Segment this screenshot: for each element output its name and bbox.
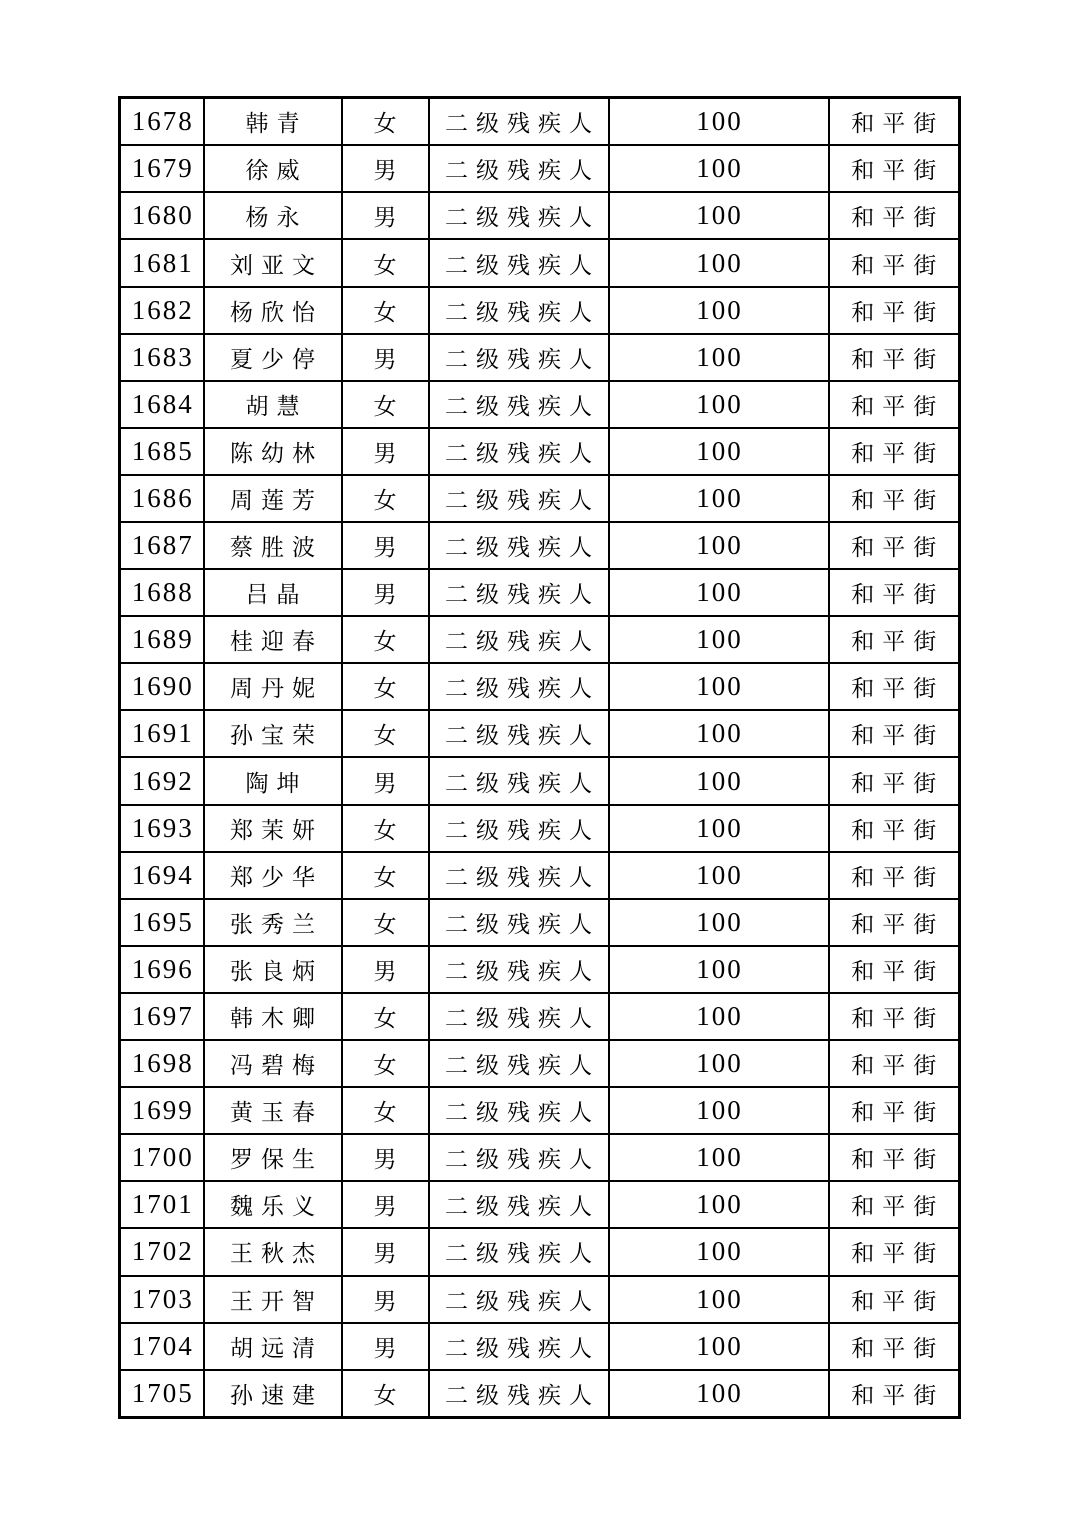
cell-serial-number: 1688 xyxy=(120,569,204,616)
cell-serial-number: 1679 xyxy=(120,145,204,192)
cell-amount: 100 xyxy=(609,381,829,428)
cell-gender: 女 xyxy=(342,1087,429,1134)
cell-disability-category: 二级残疾人 xyxy=(429,334,609,381)
cell-person-name: 刘亚文 xyxy=(204,239,342,286)
cell-street: 和平街 xyxy=(829,239,960,286)
table-row xyxy=(120,287,960,334)
table-row xyxy=(120,1181,960,1228)
table-row xyxy=(120,710,960,757)
cell-amount: 100 xyxy=(609,1040,829,1087)
cell-person-name: 桂迎春 xyxy=(204,616,342,663)
cell-street: 和平街 xyxy=(829,1040,960,1087)
cell-person-name: 周丹妮 xyxy=(204,663,342,710)
cell-gender: 女 xyxy=(342,98,429,146)
table-row xyxy=(120,1228,960,1275)
cell-amount: 100 xyxy=(609,710,829,757)
cell-disability-category: 二级残疾人 xyxy=(429,522,609,569)
cell-street: 和平街 xyxy=(829,993,960,1040)
cell-serial-number: 1703 xyxy=(120,1276,204,1323)
cell-street: 和平街 xyxy=(829,1276,960,1323)
cell-serial-number: 1705 xyxy=(120,1370,204,1418)
cell-serial-number: 1691 xyxy=(120,710,204,757)
table-row xyxy=(120,1323,960,1370)
cell-disability-category: 二级残疾人 xyxy=(429,616,609,663)
cell-amount: 100 xyxy=(609,899,829,946)
cell-street: 和平街 xyxy=(829,145,960,192)
cell-serial-number: 1704 xyxy=(120,1323,204,1370)
benefits-roster-table xyxy=(118,96,961,1419)
cell-gender: 男 xyxy=(342,192,429,239)
cell-serial-number: 1694 xyxy=(120,852,204,899)
cell-street: 和平街 xyxy=(829,757,960,804)
cell-person-name: 王开智 xyxy=(204,1276,342,1323)
cell-amount: 100 xyxy=(609,98,829,146)
cell-street: 和平街 xyxy=(829,1228,960,1275)
cell-gender: 男 xyxy=(342,1276,429,1323)
cell-gender: 女 xyxy=(342,710,429,757)
cell-gender: 男 xyxy=(342,1228,429,1275)
cell-person-name: 孙宝荣 xyxy=(204,710,342,757)
cell-disability-category: 二级残疾人 xyxy=(429,852,609,899)
cell-person-name: 韩青 xyxy=(204,98,342,146)
table-row xyxy=(120,192,960,239)
cell-person-name: 韩木卿 xyxy=(204,993,342,1040)
cell-gender: 男 xyxy=(342,334,429,381)
cell-gender: 女 xyxy=(342,993,429,1040)
cell-disability-category: 二级残疾人 xyxy=(429,428,609,475)
table-row xyxy=(120,381,960,428)
cell-gender: 女 xyxy=(342,616,429,663)
cell-gender: 女 xyxy=(342,287,429,334)
cell-gender: 女 xyxy=(342,1040,429,1087)
cell-street: 和平街 xyxy=(829,522,960,569)
cell-street: 和平街 xyxy=(829,805,960,852)
cell-person-name: 王秋杰 xyxy=(204,1228,342,1275)
cell-street: 和平街 xyxy=(829,899,960,946)
cell-person-name: 张秀兰 xyxy=(204,899,342,946)
cell-disability-category: 二级残疾人 xyxy=(429,98,609,146)
table-row xyxy=(120,899,960,946)
cell-amount: 100 xyxy=(609,1323,829,1370)
cell-serial-number: 1695 xyxy=(120,899,204,946)
cell-disability-category: 二级残疾人 xyxy=(429,710,609,757)
cell-person-name: 周莲芳 xyxy=(204,475,342,522)
cell-street: 和平街 xyxy=(829,663,960,710)
cell-disability-category: 二级残疾人 xyxy=(429,1040,609,1087)
cell-street: 和平街 xyxy=(829,287,960,334)
cell-gender: 女 xyxy=(342,239,429,286)
cell-amount: 100 xyxy=(609,852,829,899)
cell-serial-number: 1686 xyxy=(120,475,204,522)
cell-disability-category: 二级残疾人 xyxy=(429,381,609,428)
cell-serial-number: 1699 xyxy=(120,1087,204,1134)
cell-street: 和平街 xyxy=(829,1181,960,1228)
cell-gender: 女 xyxy=(342,663,429,710)
cell-serial-number: 1693 xyxy=(120,805,204,852)
cell-disability-category: 二级残疾人 xyxy=(429,1276,609,1323)
table-row xyxy=(120,1370,960,1418)
cell-person-name: 徐威 xyxy=(204,145,342,192)
cell-person-name: 杨永 xyxy=(204,192,342,239)
cell-disability-category: 二级残疾人 xyxy=(429,475,609,522)
cell-street: 和平街 xyxy=(829,98,960,146)
cell-serial-number: 1692 xyxy=(120,757,204,804)
cell-gender: 男 xyxy=(342,1134,429,1181)
cell-disability-category: 二级残疾人 xyxy=(429,1134,609,1181)
cell-person-name: 冯碧梅 xyxy=(204,1040,342,1087)
cell-amount: 100 xyxy=(609,616,829,663)
cell-person-name: 陈幼林 xyxy=(204,428,342,475)
cell-serial-number: 1687 xyxy=(120,522,204,569)
table-row xyxy=(120,1087,960,1134)
cell-serial-number: 1700 xyxy=(120,1134,204,1181)
cell-serial-number: 1681 xyxy=(120,239,204,286)
cell-street: 和平街 xyxy=(829,852,960,899)
cell-person-name: 陶坤 xyxy=(204,757,342,804)
cell-person-name: 胡远清 xyxy=(204,1323,342,1370)
cell-person-name: 吕晶 xyxy=(204,569,342,616)
table-row xyxy=(120,475,960,522)
cell-serial-number: 1682 xyxy=(120,287,204,334)
table-row xyxy=(120,946,960,993)
cell-street: 和平街 xyxy=(829,710,960,757)
cell-disability-category: 二级残疾人 xyxy=(429,192,609,239)
cell-amount: 100 xyxy=(609,946,829,993)
cell-street: 和平街 xyxy=(829,1370,960,1418)
cell-serial-number: 1678 xyxy=(120,98,204,146)
cell-gender: 男 xyxy=(342,1323,429,1370)
cell-disability-category: 二级残疾人 xyxy=(429,1370,609,1418)
cell-person-name: 孙速建 xyxy=(204,1370,342,1418)
table-row xyxy=(120,993,960,1040)
cell-serial-number: 1701 xyxy=(120,1181,204,1228)
cell-street: 和平街 xyxy=(829,1087,960,1134)
table-row xyxy=(120,145,960,192)
cell-person-name: 郑茉妍 xyxy=(204,805,342,852)
table-row xyxy=(120,1134,960,1181)
table-row xyxy=(120,239,960,286)
cell-disability-category: 二级残疾人 xyxy=(429,899,609,946)
cell-serial-number: 1702 xyxy=(120,1228,204,1275)
cell-disability-category: 二级残疾人 xyxy=(429,993,609,1040)
cell-street: 和平街 xyxy=(829,475,960,522)
table-row xyxy=(120,616,960,663)
table-row xyxy=(120,805,960,852)
table-row xyxy=(120,663,960,710)
cell-amount: 100 xyxy=(609,569,829,616)
cell-serial-number: 1680 xyxy=(120,192,204,239)
cell-amount: 100 xyxy=(609,1181,829,1228)
cell-amount: 100 xyxy=(609,334,829,381)
cell-gender: 男 xyxy=(342,757,429,804)
cell-person-name: 胡慧 xyxy=(204,381,342,428)
cell-disability-category: 二级残疾人 xyxy=(429,946,609,993)
cell-disability-category: 二级残疾人 xyxy=(429,569,609,616)
cell-serial-number: 1689 xyxy=(120,616,204,663)
table-row xyxy=(120,1040,960,1087)
cell-amount: 100 xyxy=(609,239,829,286)
cell-amount: 100 xyxy=(609,145,829,192)
cell-serial-number: 1684 xyxy=(120,381,204,428)
cell-disability-category: 二级残疾人 xyxy=(429,663,609,710)
cell-person-name: 黄玉春 xyxy=(204,1087,342,1134)
cell-amount: 100 xyxy=(609,1087,829,1134)
cell-serial-number: 1683 xyxy=(120,334,204,381)
cell-serial-number: 1690 xyxy=(120,663,204,710)
cell-gender: 女 xyxy=(342,852,429,899)
cell-gender: 男 xyxy=(342,569,429,616)
cell-amount: 100 xyxy=(609,192,829,239)
cell-amount: 100 xyxy=(609,757,829,804)
cell-amount: 100 xyxy=(609,1276,829,1323)
cell-disability-category: 二级残疾人 xyxy=(429,287,609,334)
cell-amount: 100 xyxy=(609,993,829,1040)
cell-person-name: 郑少华 xyxy=(204,852,342,899)
cell-person-name: 夏少停 xyxy=(204,334,342,381)
cell-street: 和平街 xyxy=(829,334,960,381)
cell-amount: 100 xyxy=(609,1228,829,1275)
cell-street: 和平街 xyxy=(829,381,960,428)
table-row xyxy=(120,852,960,899)
cell-disability-category: 二级残疾人 xyxy=(429,1323,609,1370)
cell-disability-category: 二级残疾人 xyxy=(429,145,609,192)
cell-amount: 100 xyxy=(609,428,829,475)
cell-person-name: 蔡胜波 xyxy=(204,522,342,569)
cell-gender: 男 xyxy=(342,1181,429,1228)
cell-person-name: 张良炳 xyxy=(204,946,342,993)
cell-gender: 女 xyxy=(342,899,429,946)
cell-serial-number: 1697 xyxy=(120,993,204,1040)
cell-serial-number: 1696 xyxy=(120,946,204,993)
cell-gender: 男 xyxy=(342,428,429,475)
cell-amount: 100 xyxy=(609,1134,829,1181)
table-row xyxy=(120,522,960,569)
cell-disability-category: 二级残疾人 xyxy=(429,805,609,852)
cell-street: 和平街 xyxy=(829,1323,960,1370)
cell-gender: 女 xyxy=(342,805,429,852)
cell-disability-category: 二级残疾人 xyxy=(429,239,609,286)
table-row xyxy=(120,1276,960,1323)
cell-street: 和平街 xyxy=(829,192,960,239)
cell-disability-category: 二级残疾人 xyxy=(429,1087,609,1134)
cell-street: 和平街 xyxy=(829,1134,960,1181)
cell-person-name: 罗保生 xyxy=(204,1134,342,1181)
cell-amount: 100 xyxy=(609,475,829,522)
cell-serial-number: 1685 xyxy=(120,428,204,475)
cell-gender: 男 xyxy=(342,145,429,192)
cell-gender: 女 xyxy=(342,475,429,522)
cell-gender: 女 xyxy=(342,381,429,428)
cell-disability-category: 二级残疾人 xyxy=(429,757,609,804)
table-row xyxy=(120,98,960,146)
table-row xyxy=(120,334,960,381)
cell-amount: 100 xyxy=(609,522,829,569)
cell-street: 和平街 xyxy=(829,569,960,616)
table-row xyxy=(120,428,960,475)
cell-person-name: 杨欣怡 xyxy=(204,287,342,334)
cell-gender: 女 xyxy=(342,1370,429,1418)
cell-amount: 100 xyxy=(609,1370,829,1418)
table-row xyxy=(120,757,960,804)
table-body xyxy=(120,98,960,1418)
cell-amount: 100 xyxy=(609,805,829,852)
cell-disability-category: 二级残疾人 xyxy=(429,1181,609,1228)
cell-person-name: 魏乐义 xyxy=(204,1181,342,1228)
cell-gender: 男 xyxy=(342,522,429,569)
cell-gender: 男 xyxy=(342,946,429,993)
cell-serial-number: 1698 xyxy=(120,1040,204,1087)
cell-street: 和平街 xyxy=(829,616,960,663)
cell-street: 和平街 xyxy=(829,428,960,475)
table-row xyxy=(120,569,960,616)
cell-amount: 100 xyxy=(609,663,829,710)
cell-disability-category: 二级残疾人 xyxy=(429,1228,609,1275)
cell-street: 和平街 xyxy=(829,946,960,993)
cell-amount: 100 xyxy=(609,287,829,334)
